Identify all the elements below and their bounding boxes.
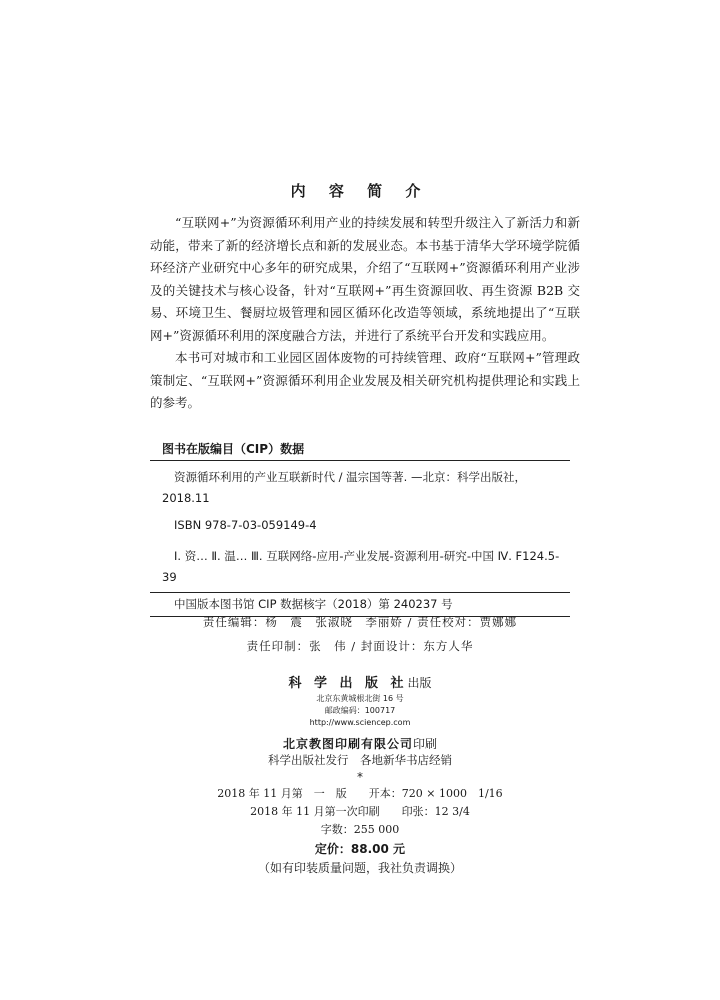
summary-paragraph-2: 本书可对城市和工业园区固体废物的可持续管理、政府“互联网+”管理政策制定、“互联网+”资源循环利用企业发展及相关研究机构提供理论和实践上的参考。 (150, 350, 580, 410)
credits-line-1: 责任编辑：杨 震 张淑晓 李丽娇 / 责任校对：贾娜娜 (202, 615, 518, 629)
quality-note: （如有印装质量问题，我社负责调换） (257, 861, 462, 875)
summary-title: 内 容 简 介 (290, 182, 430, 200)
cip-data-number: 中国版本图书馆 CIP 数据核字（2018）第 240237 号 (150, 593, 570, 617)
cip-body (150, 461, 570, 588)
printer-name: 北京教图印刷有限公司 (282, 737, 413, 751)
edition-line-2: 2018 年 11 月第一次印刷 印张：12 3/4 (250, 805, 470, 818)
cip-classification: Ⅰ. 资… Ⅱ. 温… Ⅲ. 互联网络-应用-产业发展-资源利用-研究-中国 Ⅳ. F124.5-39 (162, 549, 560, 584)
cip-record: 资源循环利用的产业互联新时代 / 温宗国等著. —北京：科学出版社，2018.11 (162, 470, 526, 505)
cip-block (150, 440, 570, 617)
cip-heading: 图书在版编目（CIP）数据 (150, 440, 570, 461)
printer-line (0, 733, 720, 752)
publisher-name: 科 学 出 版 社 (288, 676, 408, 691)
publisher-line (0, 672, 720, 691)
edition-word-count: 字数：255 000 (320, 823, 400, 836)
edition-line-1: 2018 年 11 月第 一 版 开本：720 × 1000 1/16 (217, 787, 503, 800)
printer-suffix: 印刷 (413, 737, 438, 751)
publisher-address: 北京东黄城根北街 16 号 (316, 694, 404, 703)
cip-isbn: ISBN 978-7-03-059149-4 (174, 518, 317, 532)
summary-paragraph-1: “互联网+”为资源循环利用产业的持续发展和转型升级注入了新活力和新动能，带来了新的经济增长点和新的发展业态。本书基于清华大学环境学院循环经济产业研究中心多年的研究成果，介绍了“互联网+”资源循环利用产业涉及的关键技术与核心设备，针对“互联网+”再生资源回收、再生资源 B2B 交易、环境卫生、餐厨垃圾管理和园区循环化改造等领域，系统地提出了“互联网+”资源循环利用的深度融合方法，并进行了系统平台开发和实践应用。 (150, 215, 580, 343)
distribution-line: 科学出版社发行 各地新华书店经销 (268, 753, 452, 767)
publisher-postcode: 邮政编码：100717 (324, 706, 396, 715)
publisher-website: http://www.sciencep.com (309, 718, 411, 727)
price: 定价：88.00 元 (314, 842, 406, 856)
credits-line-2: 责任印制：张 伟 / 封面设计：东方人华 (246, 639, 474, 653)
publisher-suffix: 出版 (407, 676, 432, 690)
summary-body (150, 212, 580, 415)
separator-star: * (357, 770, 363, 784)
